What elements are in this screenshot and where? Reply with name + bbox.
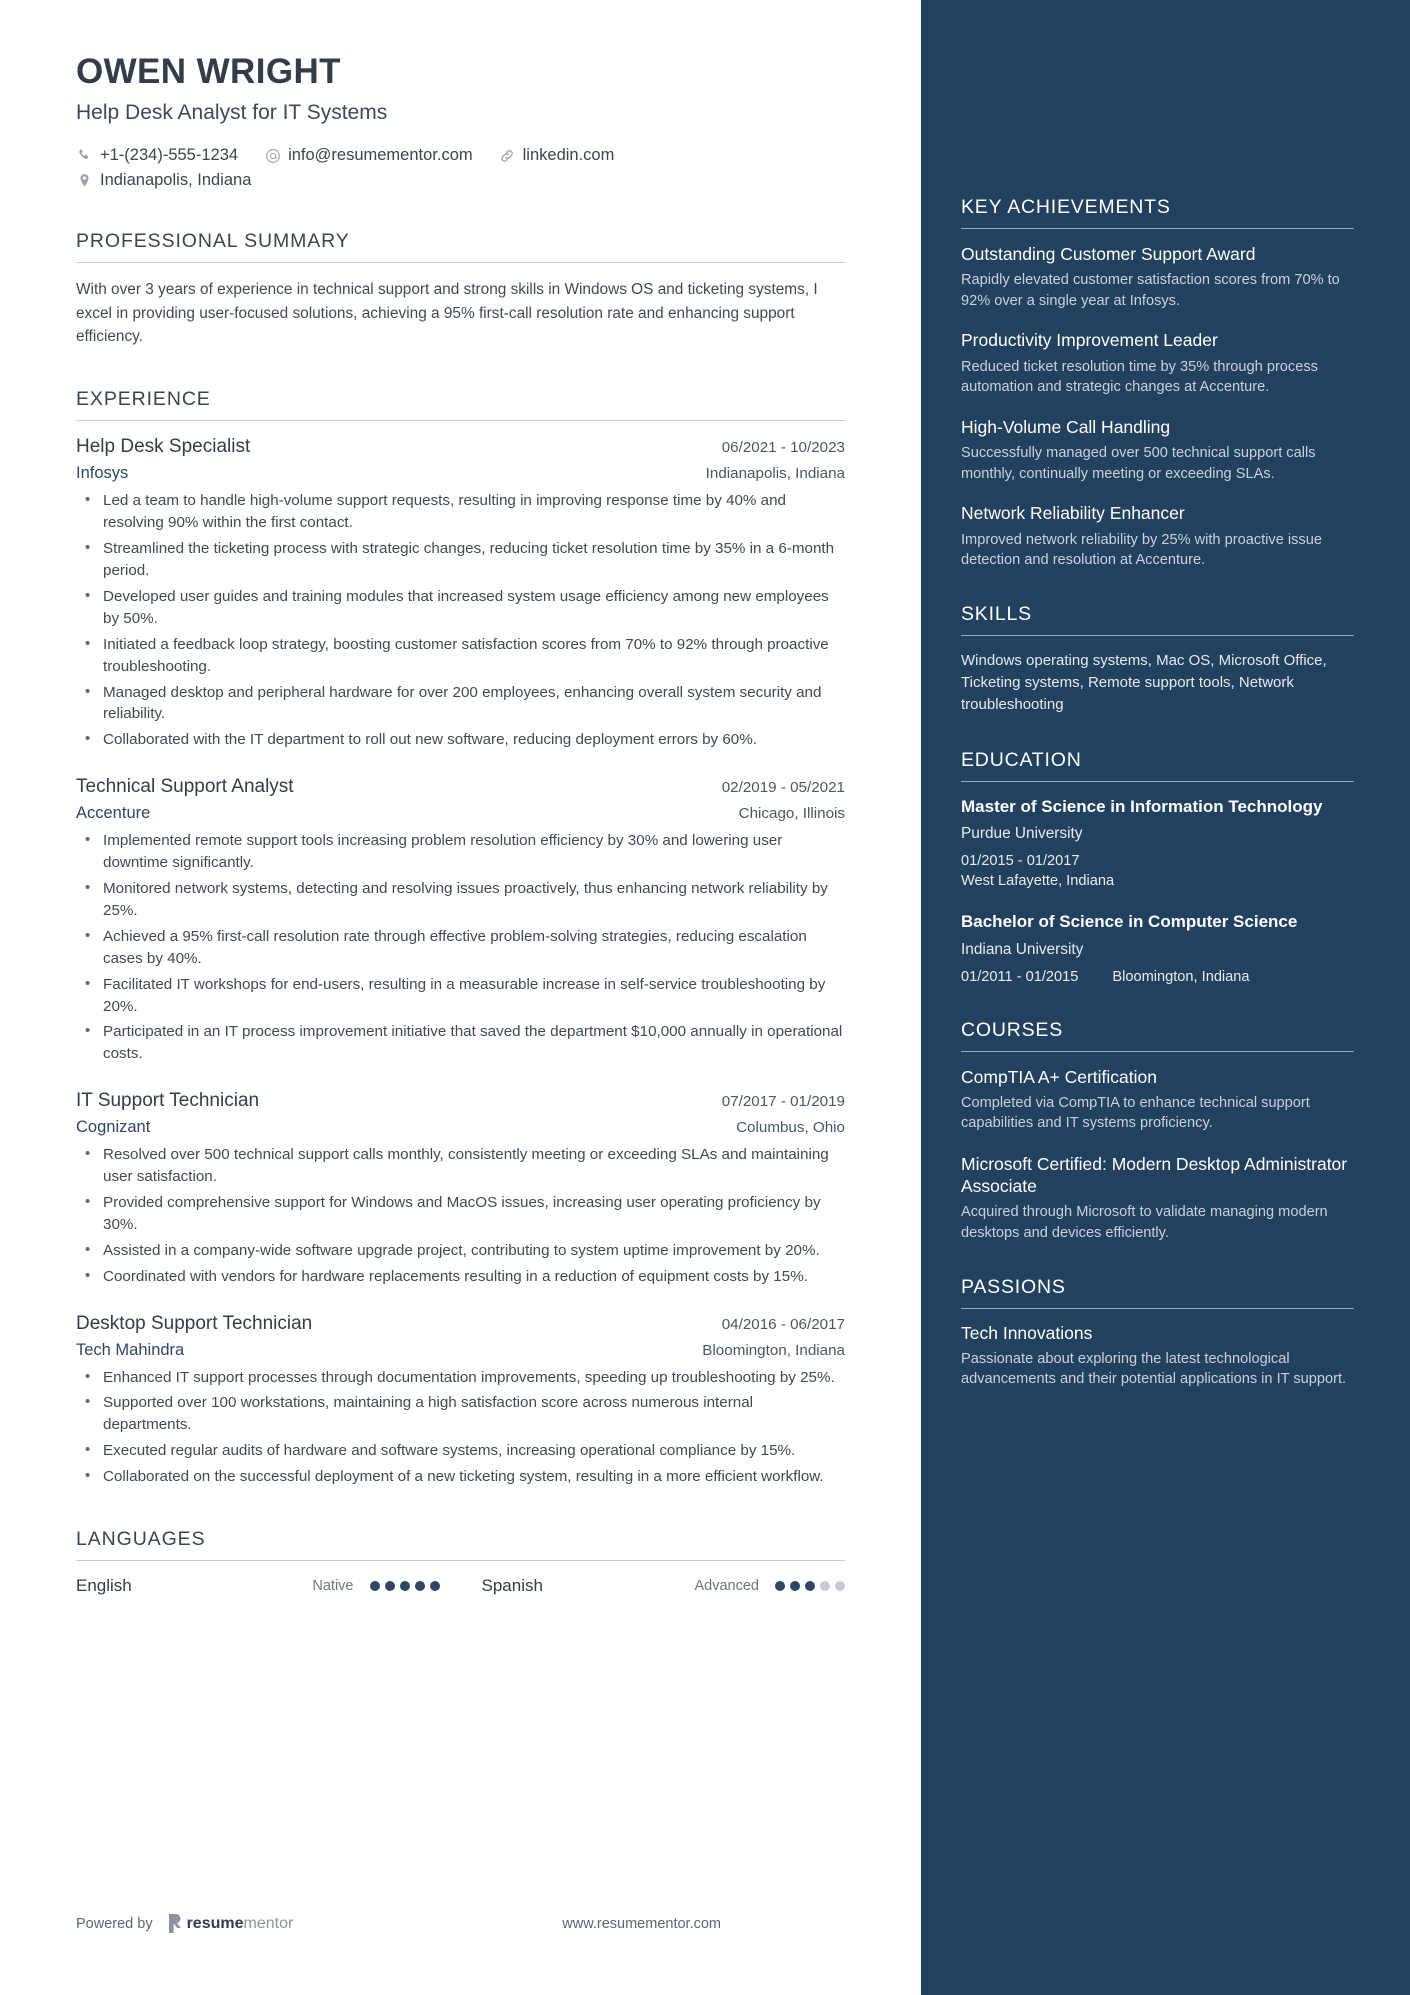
skills-text: Windows operating systems, Mac OS, Microsoft Office, Ticketing systems, Remote support tools, Network troubleshooting [961,651,1327,714]
job-bullet-list [76,490,845,751]
divider [961,228,1354,229]
contact-phone[interactable] [76,146,238,165]
course-title: Microsoft Certified: Modern Desktop Administrator Associate [961,1154,1348,1197]
language-item [440,1576,846,1596]
education-dates: 01/2011 - 01/2015 [961,968,1079,985]
achievement-title: Productivity Improvement Leader [961,330,1218,351]
experience-header [76,1090,845,1112]
job-bullet: • Streamlined the ticketing process with strategic changes, reducing ticket resolution time by 35% in a 6-month period. [76,538,845,582]
link-icon [499,147,516,164]
contact-line-1 [76,146,845,165]
job-dates: 06/2021 - 10/2023 [721,439,845,457]
resumementor-logo [168,1914,294,1933]
achievement-description: Successfully managed over 500 technical support calls monthly, continually meeting or exceeding SLAs. [961,445,1316,482]
sidebar-title-achievements: KEY ACHIEVEMENTS [961,196,1171,218]
contact-linkedin-text: linkedin.com [522,146,615,165]
logo-text-light: mentor [243,1914,294,1932]
job-bullet: • Assisted in a company-wide software upgrade project, contributing to system uptime improvement by 20%. [76,1240,845,1262]
section-title-summary: PROFESSIONAL SUMMARY [76,230,350,253]
job-location: Chicago, Illinois [738,805,845,823]
experience-list [76,436,845,1488]
job-bullet: • Enhanced IT support processes through documentation improvements, speeding up troubleshooting by 25%. [76,1367,845,1389]
experience-header [76,1313,845,1335]
experience-header [76,776,845,798]
job-bullet: • Participated in an IT process improvement initiative that saved the department $10,000 annually in operational costs. [76,1021,845,1065]
proficiency-dot [400,1581,410,1591]
achievement-item [961,416,1354,484]
job-bullet-list [76,830,845,1065]
proficiency-dot [820,1581,830,1591]
education-dates: 01/2015 - 01/2017 [961,852,1080,869]
education-school: Indiana University [961,940,1084,958]
experience-item [76,436,845,751]
job-bullet: • Facilitated IT workshops for end-users, resulting in a measurable increase in self-service troubleshooting by 20%. [76,974,845,1018]
education-school: Purdue University [961,824,1083,842]
job-location: Indianapolis, Indiana [705,465,845,483]
proficiency-dot [415,1581,425,1591]
achievement-title: Network Reliability Enhancer [961,503,1185,524]
course-title: CompTIA A+ Certification [961,1066,1157,1087]
sidebar-title-passions: PASSIONS [961,1275,1066,1298]
sidebar-section-courses [961,1019,1354,1244]
job-bullet: • Monitored network systems, detecting and resolving issues proactively, thus enhancing network reliability by 25%. [76,878,845,922]
section-languages [76,1528,845,1596]
course-item [961,1153,1354,1244]
experience-subheader [76,464,845,483]
proficiency-dot [790,1581,800,1591]
achievement-item [961,329,1354,397]
achievement-description: Reduced ticket resolution time by 35% through process automation and strategic changes at Accenture. [961,358,1318,396]
contact-phone-text: +1-(234)-555-1234 [100,146,239,165]
experience-item [76,1090,845,1287]
proficiency-dot [805,1581,815,1591]
job-title: IT Support Technician [76,1090,260,1112]
logo-text-bold: resume [186,1914,244,1932]
language-name: Spanish [481,1575,543,1595]
language-level: Native [312,1577,354,1594]
contact-email-text: info@resumementor.com [288,146,473,165]
languages-row [76,1576,845,1596]
sidebar [921,0,1410,1995]
proficiency-dot [385,1581,395,1591]
passion-item [961,1323,1354,1390]
job-title: Desktop Support Technician [76,1312,313,1334]
achievement-item [961,243,1354,311]
powered-by-block [76,1914,293,1933]
proficiency-dot [430,1581,440,1591]
job-dates: 02/2019 - 05/2021 [721,779,845,797]
footer [76,1914,721,1933]
proficiency-dot [835,1581,845,1591]
education-item [961,796,1354,892]
divider [961,1308,1354,1309]
job-dates: 04/2016 - 06/2017 [721,1315,845,1333]
job-bullet: • Collaborated on the successful deployment of a new ticketing system, resulting in a more efficient workflow. [76,1466,845,1488]
achievement-description: Rapidly elevated customer satisfaction scores from 70% to 92% over a single year at Infosys. [961,272,1340,309]
language-item [76,1576,440,1596]
achievement-description: Improved network reliability by 25% with proactive issue detection and resolution at Accenture. [961,531,1322,569]
powered-by-label: Powered by [76,1915,153,1932]
summary-text: With over 3 years of experience in technical support and strong skills in Windows OS and ticketing systems, I excel in providing user-focused solutions, achieving a 95% first-call resolution rate and enhancing support efficiency. [76,281,818,346]
course-description: Completed via CompTIA to enhance technical support capabilities and IT systems proficiency. [961,1094,1310,1132]
language-level: Advanced [694,1577,759,1594]
education-list [961,796,1354,987]
job-bullet: • Initiated a feedback loop strategy, boosting customer satisfaction scores from 70% to 92% through proactive troubleshooting. [76,634,845,678]
achievement-item [961,502,1354,570]
job-location: Bloomington, Indiana [702,1341,845,1359]
contact-email[interactable] [264,146,473,165]
sidebar-title-courses: COURSES [961,1018,1064,1041]
contact-linkedin[interactable] [499,146,615,165]
sidebar-title-skills: SKILLS [961,602,1032,625]
job-bullet: • Implemented remote support tools increasing problem resolution efficiency by 30% and lowering user downtime significantly. [76,830,845,874]
contact-location-text: Indianapolis, Indiana [100,171,252,190]
footer-website[interactable]: www.resumementor.com [562,1915,721,1932]
courses-list [961,1066,1354,1244]
passion-title: Tech Innovations [961,1322,1093,1343]
section-professional-summary [76,230,845,348]
candidate-name: OWEN WRIGHT [76,52,341,91]
experience-item [76,1313,845,1488]
candidate-headline: Help Desk Analyst for IT Systems [76,101,388,125]
divider [961,781,1354,782]
experience-header [76,436,845,458]
experience-subheader [76,1118,845,1137]
job-bullet: • Provided comprehensive support for Windows and MacOS issues, increasing user operating proficiency by 30%. [76,1192,845,1236]
achievements-list [961,243,1354,571]
education-degree: Master of Science in Information Technology [961,796,1323,816]
passion-description: Passionate about exploring the latest technological advancements and their potential applications in IT support. [961,1350,1347,1388]
experience-subheader [76,1341,845,1360]
education-meta [961,967,1354,987]
language-rating [370,1581,440,1591]
job-dates: 07/2017 - 01/2019 [721,1093,845,1111]
contact-location [76,171,251,190]
resumementor-mark-icon [168,1914,183,1933]
divider [961,635,1354,636]
contact-block [76,146,845,190]
section-experience [76,388,845,1488]
contact-line-2 [76,171,845,190]
section-title-experience: EXPERIENCE [76,388,211,411]
job-title: Help Desk Specialist [76,436,251,458]
achievement-title: High-Volume Call Handling [961,416,1171,437]
experience-subheader [76,804,845,823]
passions-list [961,1323,1354,1390]
job-bullet: • Supported over 100 workstations, maintaining a high satisfaction score across numerous internal departments. [76,1392,845,1436]
job-bullet: • Collaborated with the IT department to roll out new software, reducing deployment errors by 60%. [76,729,845,751]
resumementor-wordmark [187,1915,294,1933]
sidebar-section-skills [961,603,1354,717]
proficiency-dot [775,1581,785,1591]
job-bullet: • Resolved over 500 technical support calls monthly, consistently meeting or exceeding SLAs and maintaining user satisfaction. [76,1144,845,1188]
job-company: Infosys [76,464,129,483]
sidebar-title-education: EDUCATION [961,748,1082,771]
job-title: Technical Support Analyst [76,776,294,798]
job-company: Accenture [76,804,151,823]
experience-item [76,776,845,1065]
divider [76,262,845,263]
course-description: Acquired through Microsoft to validate managing modern desktops and devices efficiently. [961,1204,1328,1241]
location-pin-icon [76,172,93,189]
education-degree: Bachelor of Science in Computer Science [961,912,1298,932]
job-bullet-list [76,1144,845,1287]
education-location: Bloomington, Indiana [1112,968,1250,985]
job-bullet-list [76,1367,845,1488]
divider [76,420,845,421]
section-title-languages: LANGUAGES [76,1527,206,1550]
divider [961,1051,1354,1052]
job-location: Columbus, Ohio [736,1119,845,1137]
job-bullet: • Managed desktop and peripheral hardware for over 200 employees, enhancing overall system security and reliability. [76,682,845,726]
education-meta [961,851,1354,891]
language-rating [775,1581,845,1591]
education-item [961,911,1354,987]
job-bullet: • Executed regular audits of hardware and software systems, increasing operational compliance by 15%. [76,1440,845,1462]
at-sign-icon [264,147,281,164]
course-item [961,1066,1354,1134]
achievement-title: Outstanding Customer Support Award [961,244,1256,264]
sidebar-section-achievements [961,196,1354,571]
proficiency-dot [370,1581,380,1591]
job-bullet: • Coordinated with vendors for hardware replacements resulting in a reduction of equipment costs by 15%. [76,1266,845,1288]
job-company: Tech Mahindra [76,1340,185,1359]
divider [76,1560,845,1561]
job-bullet: • Achieved a 95% first-call resolution rate through effective problem-solving strategies, reducing escalation cases by 40%. [76,926,845,970]
sidebar-section-education [961,749,1354,987]
language-name: English [76,1575,132,1595]
job-bullet: • Developed user guides and training modules that increased system usage efficiency among new employees by 50%. [76,586,845,630]
job-company: Cognizant [76,1118,151,1137]
phone-icon [76,147,93,164]
education-location: West Lafayette, Indiana [961,873,1115,890]
sidebar-section-passions [961,1276,1354,1390]
job-bullet: • Led a team to handle high-volume support requests, resulting in improving response time by 40% and resolving 90% within the first contact. [76,490,845,534]
